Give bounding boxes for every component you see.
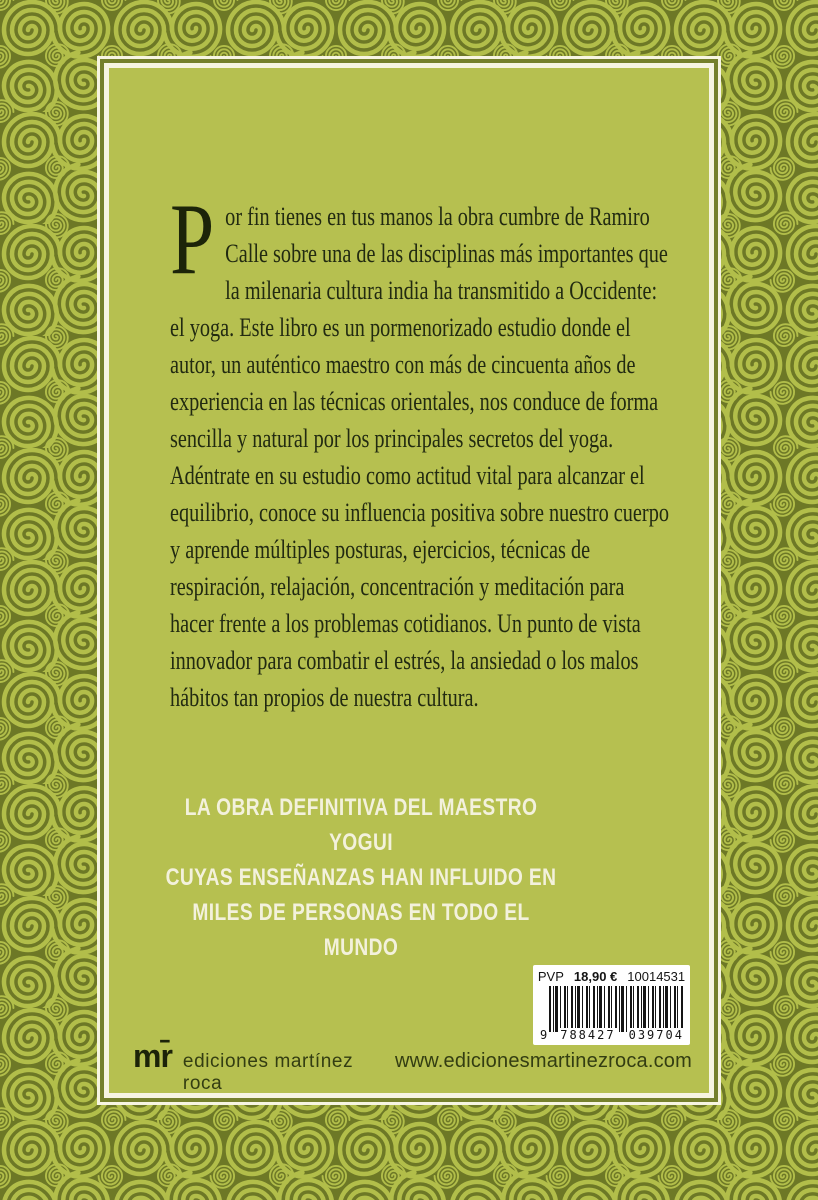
- publisher-logo-block: [133, 1038, 395, 1095]
- tagline-line-3: MILES DE PERSONAS EN TODO EL MUNDO: [192, 899, 530, 961]
- publisher-website: www.edicionesmartinezroca.com: [394, 1050, 692, 1072]
- tagline-block: [153, 790, 569, 965]
- price-value: 18,90 €: [573, 969, 618, 984]
- footer-row: [133, 1038, 692, 1095]
- price-label: PVP: [537, 969, 564, 984]
- product-code: 10014531: [627, 969, 686, 984]
- content-panel-frame: [97, 56, 721, 1105]
- publisher-name: ediciones martínez roca: [182, 1051, 354, 1094]
- tagline-line-2: CUYAS ENSEÑANZAS HAN INFLUIDO EN: [165, 864, 557, 891]
- synopsis-text: Por fin tienes en tus manos la obra cumbre de Ramiro Calle sobre una de las disciplinas más importantes que la milenaria cultura india ha transmitido a Occidente: el yoga. Este libro es un pormenorizado estudio donde el autor, un auténtico maestro con más de cincuenta años de experiencia en las técnicas orientales, nos conduce de forma sencilla y natural por los principales secretos del yoga. Adéntrate en su estudio como actitud vital para alcanzar el equilibrio, conoce su influencia positiva sobre nuestro cuerpo y aprende múltiples posturas, ejercicios, técnicas de respiración, relajación, concentración y meditación para hacer frente a los problemas cotidianos. Un punto de vista innovador para combatir el estrés, la ansiedad o los malos hábitos tan propios de nuestra cultura.: [170, 183, 669, 712]
- content-panel: [104, 63, 714, 1098]
- tagline-line-1: LA OBRA DEFINITIVA DEL MAESTRO YOGUI: [184, 794, 538, 856]
- publisher-logo-mr: mr̄: [133, 1038, 172, 1074]
- barcode-block: [533, 965, 690, 1045]
- isbn-group-2: 039704: [628, 1028, 684, 1042]
- price-row: [539, 969, 684, 984]
- barcode-bars: [549, 986, 684, 1032]
- isbn-digit: 9: [540, 1028, 548, 1042]
- isbn-group-1: 788427: [560, 1028, 616, 1042]
